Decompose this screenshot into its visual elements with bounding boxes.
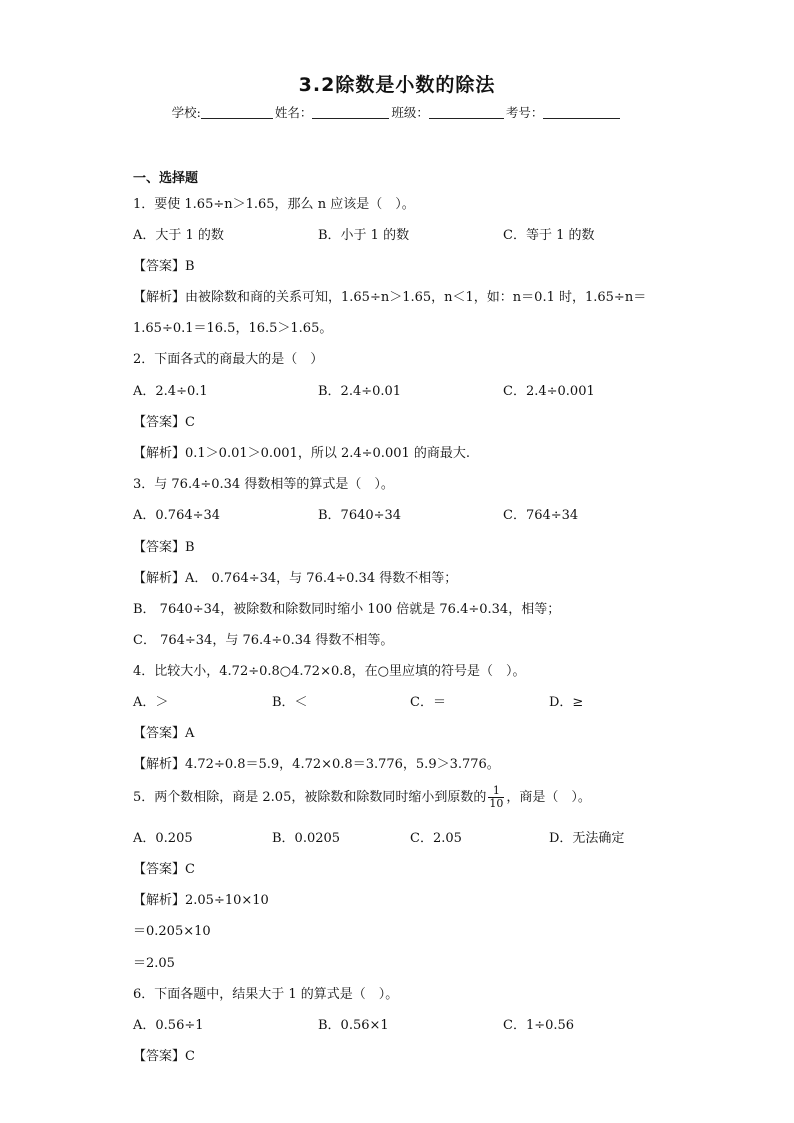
q4-option-b: B．＜ bbox=[272, 695, 308, 710]
q5-analysis-step3: ＝2.05 bbox=[133, 956, 175, 971]
q4-option-a: A．＞ bbox=[133, 695, 169, 710]
name-label: 姓名： bbox=[274, 105, 313, 120]
q3-analysis-c: C． 764÷34，与 76.4÷0.34 得数不相等。 bbox=[133, 633, 394, 648]
page-title: 3.2除数是小数的除法 bbox=[298, 74, 496, 96]
q6-option-c: C．1÷0.56 bbox=[503, 1018, 575, 1033]
q5-stem-end: ，商是（ ）。 bbox=[506, 790, 591, 805]
q5-option-a: A．0.205 bbox=[133, 831, 193, 846]
q6-stem: 6．下面各题中，结果大于 1 的算式是（ ）。 bbox=[133, 987, 399, 1002]
q2-option-b: B．2.4÷0.01 bbox=[318, 384, 402, 399]
q4-analysis: 【解析】4.72÷0.8＝5.9，4.72×0.8＝3.776，5.9＞3.776。 bbox=[133, 757, 500, 772]
q2-analysis: 【解析】0.1＞0.01＞0.001，所以 2.4÷0.001 的商最大. bbox=[133, 446, 471, 461]
q5-option-c: C．2.05 bbox=[410, 831, 462, 846]
name-blank[interactable] bbox=[312, 106, 389, 119]
q1-option-b: B．小于 1 的数 bbox=[318, 228, 410, 243]
q1-answer: 【答案】B bbox=[133, 259, 195, 274]
q5-fraction-numerator: 1 bbox=[488, 785, 504, 798]
student-info-line bbox=[0, 103, 794, 121]
q4-answer: 【答案】A bbox=[133, 726, 195, 741]
q3-stem: 3．与 76.4÷0.34 得数相等的算式是（ ）。 bbox=[133, 477, 394, 492]
q1-option-a: A．大于 1 的数 bbox=[133, 228, 224, 243]
q5-stem bbox=[133, 785, 591, 810]
q6-option-a: A．0.56÷1 bbox=[133, 1018, 204, 1033]
q2-answer: 【答案】C bbox=[133, 415, 195, 430]
q3-option-c: C．764÷34 bbox=[503, 508, 579, 523]
q6-answer: 【答案】C bbox=[133, 1049, 195, 1064]
q4-option-c: C．＝ bbox=[410, 695, 446, 710]
q3-analysis-b: B． 7640÷34，被除数和除数同时缩小 100 倍就是 76.4÷0.34，相等； bbox=[133, 602, 561, 617]
q1-analysis-cont: 1.65÷0.1＝16.5，16.5＞1.65。 bbox=[133, 321, 333, 336]
q5-option-d: D．无法确定 bbox=[549, 831, 625, 846]
q3-answer: 【答案】B bbox=[133, 540, 195, 555]
q2-stem: 2．下面各式的商最大的是（ ） bbox=[133, 352, 324, 367]
q1-stem: 1．要使 1.65÷n＞1.65，那么 n 应该是（ ）。 bbox=[133, 197, 415, 212]
q5-fraction-denominator: 10 bbox=[489, 797, 504, 810]
q1-option-c: C．等于 1 的数 bbox=[503, 228, 595, 243]
q5-fraction bbox=[488, 785, 504, 810]
q5-stem-start: 5．两个数相除，商是 2.05，被除数和除数同时缩小到原数的 bbox=[133, 790, 487, 805]
q6-option-b: B．0.56×1 bbox=[318, 1018, 389, 1033]
q5-answer: 【答案】C bbox=[133, 862, 195, 877]
class-blank[interactable] bbox=[429, 106, 504, 119]
q1-analysis: 【解析】由被除数和商的关系可知，1.65÷n＞1.65，n＜1，如：n＝0.1 时，1.65÷n＝ bbox=[133, 290, 647, 305]
number-label: 考号： bbox=[505, 105, 544, 120]
q2-option-c: C．2.4÷0.001 bbox=[503, 384, 595, 399]
q3-analysis: 【解析】A． 0.764÷34，与 76.4÷0.34 得数不相等； bbox=[133, 571, 458, 586]
class-label: 班级： bbox=[391, 105, 429, 120]
q3-option-b: B．7640÷34 bbox=[318, 508, 402, 523]
school-label: 学校: bbox=[171, 105, 201, 120]
q5-option-b: B．0.0205 bbox=[272, 831, 341, 846]
q2-option-a: A．2.4÷0.1 bbox=[133, 384, 208, 399]
q3-option-a: A．0.764÷34 bbox=[133, 508, 221, 523]
q5-analysis-step2: ＝0.205×10 bbox=[133, 924, 211, 939]
number-blank[interactable] bbox=[543, 106, 620, 119]
q5-analysis: 【解析】2.05÷10×10 bbox=[133, 893, 269, 908]
q4-option-d: D．≥ bbox=[549, 695, 584, 710]
q4-stem: 4．比较大小，4.72÷0.8○4.72×0.8，在○里应填的符号是（ ）。 bbox=[133, 664, 526, 679]
section-heading: 一、选择题 bbox=[133, 171, 199, 186]
school-blank[interactable] bbox=[201, 106, 273, 119]
